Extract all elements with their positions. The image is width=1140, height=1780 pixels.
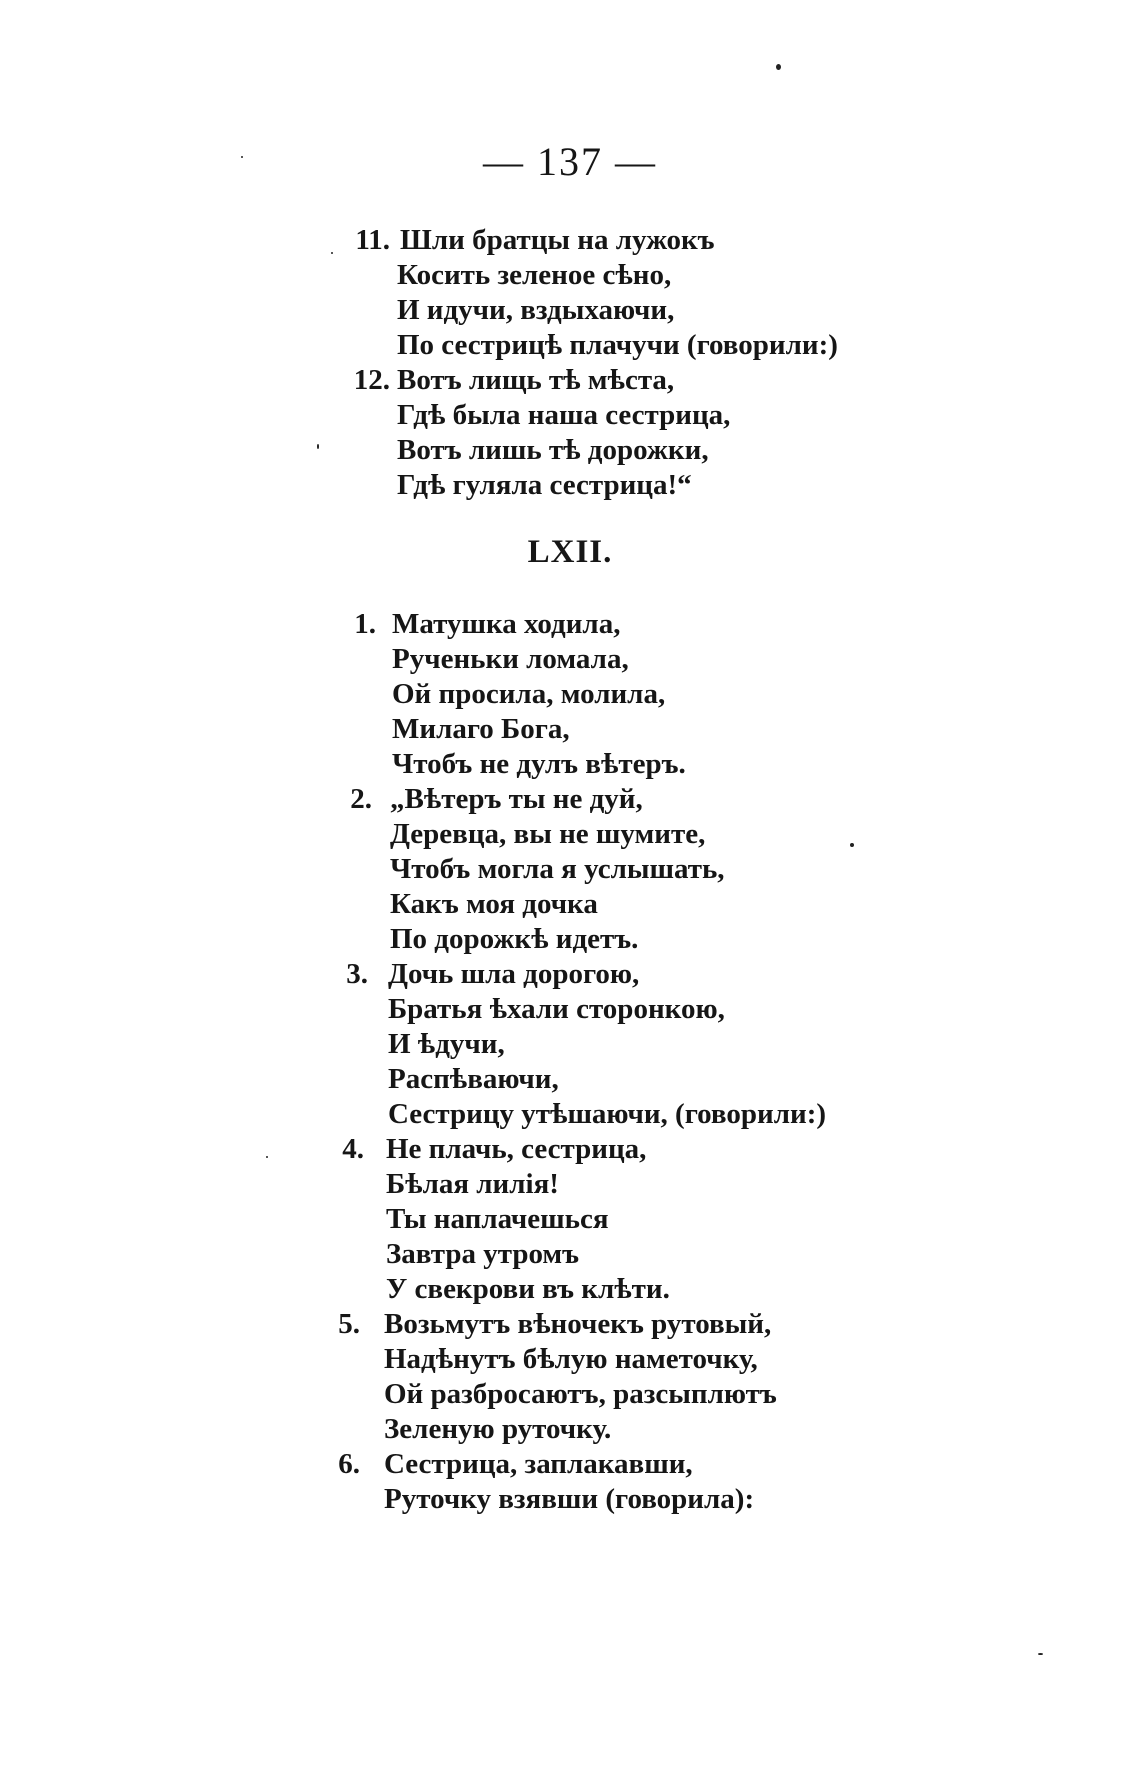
verse-line <box>0 1342 1140 1377</box>
scan-speck <box>850 843 854 847</box>
verse-text: Милаго Бога, <box>392 713 570 745</box>
scan-speck <box>266 1156 268 1158</box>
verse-line <box>0 1272 1140 1307</box>
verse-line <box>0 922 1140 957</box>
verse-text: Шли братцы на лужокъ <box>400 224 715 256</box>
verse-text: Братья ѣхали сторонкою, <box>388 993 725 1025</box>
stanza-number: 1. <box>354 608 376 640</box>
stanza-number: 11. <box>355 224 390 256</box>
stanza-number: 2. <box>350 783 372 815</box>
verse-text: Бѣлая лилія! <box>386 1168 559 1200</box>
verse-text: Деревца, вы не шумите, <box>390 818 706 850</box>
verse-text: Матушка ходила, <box>392 608 621 640</box>
verse-line <box>0 852 1140 887</box>
verse-text: У свекрови въ клѣти. <box>386 1273 670 1305</box>
verse-text: Вотъ лищь тѣ мѣста, <box>397 364 675 396</box>
verse-line <box>0 1097 1140 1132</box>
verse-line <box>0 607 1140 642</box>
verse-text: Завтра утромъ <box>386 1238 580 1270</box>
scan-speck <box>1038 1653 1043 1655</box>
verse-line <box>0 1202 1140 1237</box>
verse-line <box>0 1412 1140 1447</box>
verse-line <box>0 957 1140 992</box>
verse-line <box>0 747 1140 782</box>
scan-speck <box>317 444 319 449</box>
verse-text: Гдѣ гуляла сестрица!“ <box>397 469 692 501</box>
verse-line <box>0 468 1140 503</box>
verse-text: Чтобъ могла я услышать, <box>390 853 725 885</box>
verse-line <box>0 887 1140 922</box>
verse-line <box>0 1377 1140 1412</box>
verse-line <box>0 1027 1140 1062</box>
scan-speck <box>331 252 333 254</box>
verse-text: По сестрицѣ плачучи (говорили:) <box>397 329 838 361</box>
verse-line <box>0 223 1140 258</box>
stanza-number: 4. <box>342 1133 364 1165</box>
verse-text: Распѣваючи, <box>388 1063 559 1095</box>
verse-text: Чтобъ не дулъ вѣтеръ. <box>392 748 686 780</box>
verse-text: Сестрица, заплакавши, <box>384 1448 693 1480</box>
stanza-number: 3. <box>346 958 368 990</box>
verse-line <box>0 328 1140 363</box>
verse-line <box>0 433 1140 468</box>
verse-line <box>0 782 1140 817</box>
verse-text: Ой просила, молила, <box>392 678 666 710</box>
verse-text: Косить зеленое сѣно, <box>397 259 672 291</box>
verse-text: „Вѣтеръ ты не дуй, <box>390 783 643 815</box>
verse-line <box>0 642 1140 677</box>
verse-line <box>0 677 1140 712</box>
verse-text: Дочь шла дорогою, <box>388 958 640 990</box>
stanza-number: 6. <box>338 1448 360 1480</box>
verse-block-continued <box>0 223 1140 503</box>
verse-text: Гдѣ была наша сестрица, <box>397 399 731 431</box>
scan-speck <box>776 64 781 70</box>
verse-line <box>0 1307 1140 1342</box>
verse-line <box>0 1167 1140 1202</box>
verse-text: Зеленую руточку. <box>384 1413 612 1445</box>
verse-line <box>0 398 1140 433</box>
verse-text: Сестрицу утѣшаючи, (говорили:) <box>388 1098 827 1130</box>
verse-line <box>0 258 1140 293</box>
verse-line <box>0 1482 1140 1517</box>
verse-text: Ой разбросаютъ, разсыплютъ <box>384 1378 777 1410</box>
verse-block-lxii <box>0 607 1140 1517</box>
page-number: — 137 — <box>483 139 657 184</box>
scan-speck <box>241 156 243 158</box>
verse-text: Не плачь, сестрица, <box>386 1133 647 1165</box>
verse-line <box>0 1237 1140 1272</box>
verse-text: И идучи, вздыхаючи, <box>397 294 675 326</box>
verse-text: Рученьки ломала, <box>392 643 629 675</box>
verse-line <box>0 1062 1140 1097</box>
section-heading: LXII. <box>527 534 613 570</box>
stanza-number: 5. <box>338 1308 360 1340</box>
verse-text: Руточку взявши (говорила): <box>384 1483 755 1515</box>
verse-text: И ѣдучи, <box>388 1028 505 1060</box>
verse-line <box>0 363 1140 398</box>
verse-text: Надѣнутъ бѣлую наметочку, <box>384 1343 758 1375</box>
verse-line <box>0 1132 1140 1167</box>
verse-line <box>0 992 1140 1027</box>
verse-line <box>0 817 1140 852</box>
verse-text: Какъ моя дочка <box>390 888 598 920</box>
verse-text: Возьмутъ вѣночекъ рутовый, <box>384 1308 772 1340</box>
verse-line <box>0 1447 1140 1482</box>
stanza-number: 12. <box>353 364 390 396</box>
verse-text: По дорожкѣ идетъ. <box>390 923 639 955</box>
verse-text: Ты наплачешься <box>386 1203 609 1235</box>
verse-line <box>0 712 1140 747</box>
verse-text: Вотъ лишь тѣ дорожки, <box>397 434 709 466</box>
verse-line <box>0 293 1140 328</box>
